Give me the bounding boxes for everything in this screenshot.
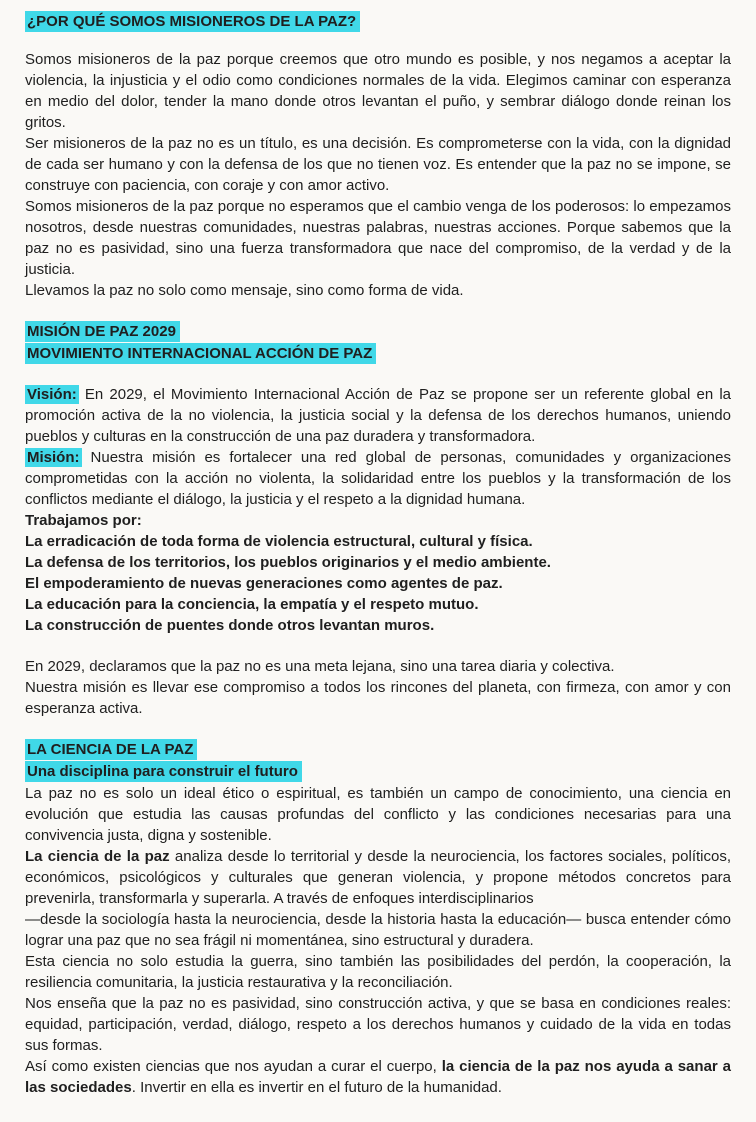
paragraph xyxy=(25,1056,731,1098)
text-run: Esta ciencia no solo estudia la guerra, sino también las posibilidades del perdón, la cooperación, la resiliencia comunitaria, la justicia restaurativa y la reconciliación. xyxy=(25,953,731,991)
text-run: En 2029, el Movimiento Internacional Acción de Paz se propone ser un referente global en la promoción activa de la no violencia, la justicia social y la defensa de los derechos humanos, uniendo pueblos y culturas en la construcción de una paz duradera y transformadora. xyxy=(25,386,731,445)
text-run: La ciencia de la paz xyxy=(25,848,170,865)
highlighted-text: MISIÓN DE PAZ 2029 xyxy=(25,321,180,342)
highlighted-text: MOVIMIENTO INTERNACIONAL ACCIÓN DE PAZ xyxy=(25,343,376,364)
paragraph xyxy=(25,909,731,951)
text-run: Trabajamos por: xyxy=(25,512,142,529)
paragraph xyxy=(25,280,731,301)
text-run: Nos enseña que la paz no es pasividad, sino construcción activa, y que se basa en condiciones reales: equidad, participación, verdad, diálogo, respeto a los derechos humanos y cuidado de la vida en todas sus formas. xyxy=(25,995,731,1054)
highlighted-text: ¿POR QUÉ SOMOS MISIONEROS DE LA PAZ? xyxy=(25,11,360,32)
paragraph xyxy=(25,993,731,1056)
text-run: La paz no es solo un ideal ético o espiritual, es también un campo de conocimiento, una ciencia en evolución que estudia las causas profundas del conflicto y las condiciones necesarias para una convivencia justa, digna y sostenible. xyxy=(25,785,731,844)
text-run: La defensa de los territorios, los pueblos originarios y el medio ambiente. xyxy=(25,554,551,571)
bold-line-item xyxy=(25,531,731,552)
highlighted-text: Visión: xyxy=(27,386,77,403)
text-run: Somos misioneros de la paz porque no esperamos que el cambio venga de los poderosos: lo empezamos nosotros, desde nuestras comunidades, nuestras palabras, nuestras acciones. Porque sabemos que la paz no es pasividad, sino una fuerza transformadora que nace del compromiso, de la verdad y de la justicia. xyxy=(25,198,731,278)
paragraph xyxy=(25,49,731,133)
text-run: Nuestra misión es llevar ese compromiso a todos los rincones del planeta, con firmeza, con amor y con esperanza activa. xyxy=(25,679,731,717)
highlighted-text: Una disciplina para construir el futuro xyxy=(25,761,302,782)
text-run: Llevamos la paz no solo como mensaje, sino como forma de vida. xyxy=(25,282,464,299)
paragraph xyxy=(25,951,731,993)
text-run: la ciencia de la paz nos ayuda a sanar a las sociedades xyxy=(25,1058,731,1096)
bold-line-item xyxy=(25,615,731,636)
text-run: Así como existen ciencias que nos ayudan a curar el cuerpo, xyxy=(25,1058,442,1075)
text-run: Somos misioneros de la paz porque creemos que otro mundo es posible, y nos negamos a aceptar la violencia, la injusticia y el odio como condiciones normales de la vida. Elegimos caminar con esperanza en medio del dolor, tender la mano donde otros levantan el puño, y sembrar diálogo donde reinan los gritos. xyxy=(25,51,731,131)
section-subtitle-discipline xyxy=(25,761,731,782)
text-run: El empoderamiento de nuevas generaciones como agentes de paz. xyxy=(25,575,503,592)
bold-line-item xyxy=(25,594,731,615)
bold-line-intro xyxy=(25,510,731,531)
text-run: La educación para la conciencia, la empatía y el respeto mutuo. xyxy=(25,596,479,613)
paragraph xyxy=(25,677,731,719)
paragraph xyxy=(25,196,731,280)
paragraph-mission xyxy=(25,447,731,510)
text-run: Ser misioneros de la paz no es un título, es una decisión. Es comprometerse con la vida, con la dignidad de cada ser humano y con la defensa de los que no tienen voz. Es entender que la paz no se impone, se construye con paciencia, con coraje y con amor activo. xyxy=(25,135,731,194)
section-title-science-of-peace xyxy=(25,739,731,760)
text-run: Nuestra misión es fortalecer una red global de personas, comunidades y organizaciones comprometidas con la acción no violenta, la solidaridad entre los pueblos y la transformación de los conflictos mediante el diálogo, la justicia y el respeto a la dignidad humana. xyxy=(25,449,731,508)
paragraph xyxy=(25,846,731,909)
section-title-why-missionaries xyxy=(25,11,731,32)
bold-line-item xyxy=(25,552,731,573)
text-run: En 2029, declaramos que la paz no es una meta lejana, sino una tarea diaria y colectiva. xyxy=(25,658,615,675)
section-title-mission-2029 xyxy=(25,321,731,342)
highlighted-text: Misión: xyxy=(27,449,80,466)
paragraph xyxy=(25,783,731,846)
text-run: —desde la sociología hasta la neurociencia, desde la historia hasta la educación— busca entender cómo lograr una paz que no sea frágil ni momentánea, sino estructural y duradera. xyxy=(25,911,731,949)
highlighted-text: LA CIENCIA DE LA PAZ xyxy=(25,739,197,760)
text-run: La construcción de puentes donde otros levantan muros. xyxy=(25,617,435,634)
paragraph-vision xyxy=(25,384,731,447)
bold-line-item xyxy=(25,573,731,594)
paragraph xyxy=(25,656,731,677)
paragraph xyxy=(25,133,731,196)
section-title-movement xyxy=(25,343,731,364)
text-run: analiza desde lo territorial y desde la neurociencia, los factores sociales, políticos, económicos, psicológicos y culturales que generan violencia, y propone métodos concretos para prevenirla, transformarla y superarla. A través de enfoques interdisciplinarios xyxy=(25,848,732,907)
text-run: . Invertir en ella es invertir en el futuro de la humanidad. xyxy=(131,1079,502,1096)
text-run: La erradicación de toda forma de violencia estructural, cultural y física. xyxy=(25,533,533,550)
